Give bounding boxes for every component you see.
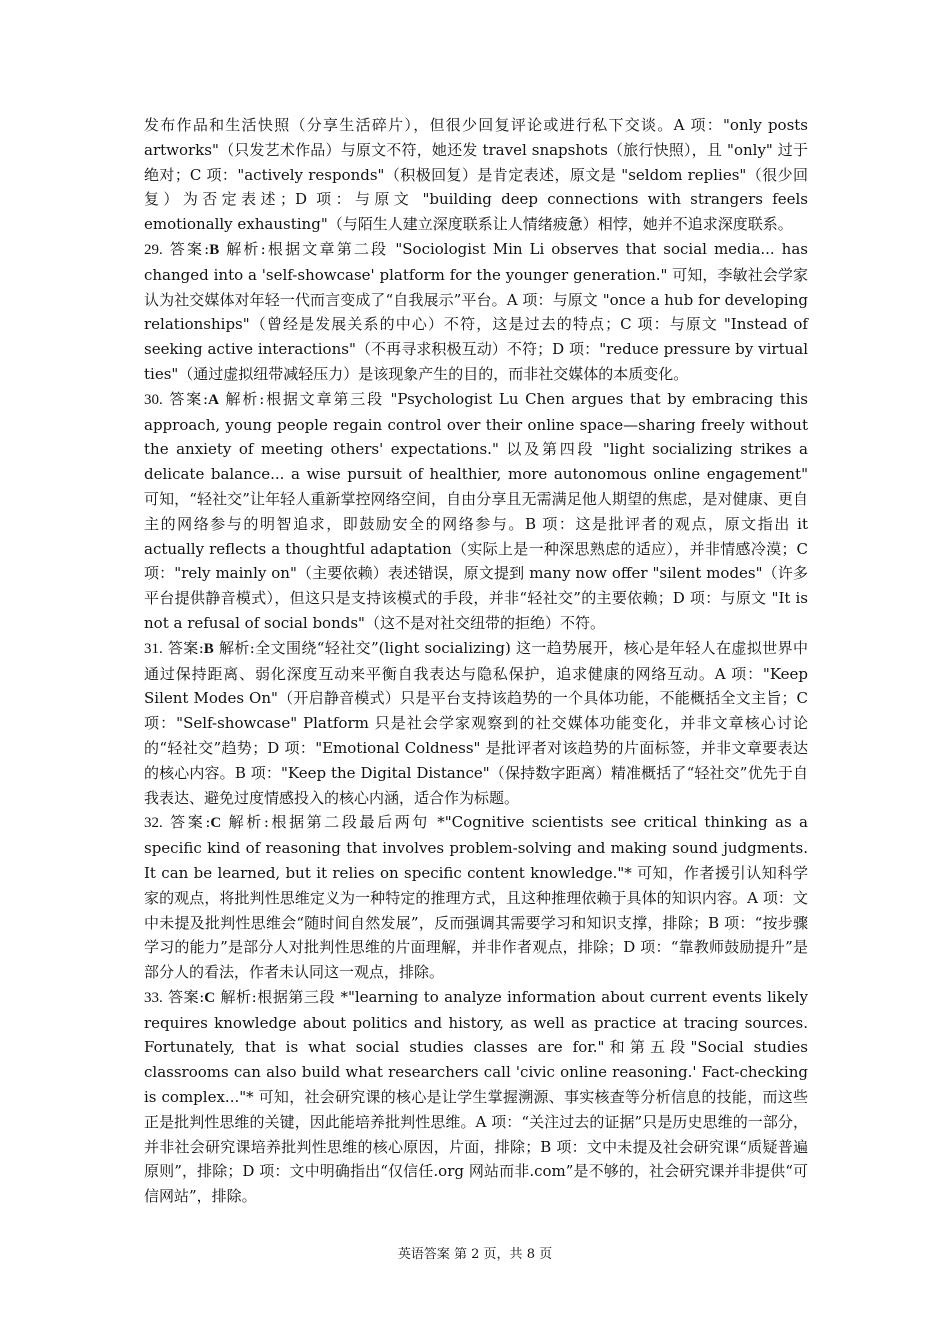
analysis-text: 根据第二段最后两句 *"Cognitive scientists see critical thinking as a specific kind of reasoning that involves problem-solving and making sound judgments. It can be learned, but it relies on specific content knowledge."* 可知，作者援引认知科学家的观点，将批判性思维定义为一种特定的推理方式，且这种推理依赖于具体的知识内容。A 项：文中未提及批判性思维会“随时间自然发展”，反而强调其需要学习和知识支撑，排除；B 项：“按步骤学习的能力”是部分人对批判性思维的片面理解，并非作者观点，排除；D 项：“靠教师鼓励提升”是部分人的看法，作者未认同这一观点，排除。 [144, 813, 808, 982]
analysis-text: 根据文章第三段 "Psychologist Lu Chen argues that by embracing this approach, young people regain control over their online space—sharing freely without the anxiety of meeting others' expectations." 以及第四段 "light socializing strikes a delicate balance... a wise pursuit of healthier, more autonomous online engagement" 可知，“轻社交”让年轻人重新掌控网络空间，自由分享且无需满足他人期望的焦虑，是对健康、更自主的网络参与的明智追求，即鼓励安全的网络参与。B 项：这是批评者的观点，原文指出 it actually reflects a thoughtful adaptation（实际上是一种深思熟虑的适应），并非情感冷漠；C 项："rely mainly on"（主要依赖）表述错误，原文提到 many now offer "silent modes"（许多平台提供静音模式），但这只是支持该模式的手段，并非“轻社交”的主要依赖；D 项：与原文 "It is not a refusal of social bonds"（这不是对社交纽带的拒绝）不符。 [144, 389, 808, 632]
answer-letter: C [210, 815, 222, 832]
item-number: 29. [144, 241, 163, 258]
answer-label: 答案: [168, 987, 205, 1006]
answer-item-31 [144, 636, 808, 811]
item-number: 31. [144, 640, 163, 657]
answer-item-33 [144, 985, 808, 1209]
page-footer: 英语答案 第 2 页，共 8 页 [397, 1247, 553, 1262]
answer-item-32 [144, 810, 808, 985]
item-number: 33. [144, 989, 163, 1006]
item-number: 30. [144, 391, 163, 408]
answer-label: 答案: [169, 389, 209, 408]
analysis-label: 解析: [218, 638, 255, 657]
analysis-label: 解析: [225, 389, 265, 408]
answer-document [144, 113, 808, 1209]
analysis-label: 解析: [228, 813, 269, 832]
answer-item-29 [144, 237, 808, 387]
answer-letter: B [209, 241, 220, 258]
analysis-text: 根据第三段 *"learning to analyze information about current events likely requires knowledge about politics and history, as well as practice at tracing sources. Fortunately, that is what social studies classes are for."和第五段"Social studies classrooms can also build what researchers call 'civic online reasoning.' Fact-checking is complex..."* 可知，社会研究课的核心是让学生掌握溯源、事实核查等分析信息的技能，而这些正是批判性思维的关键，因此能培养批判性思维。A 项：“关注过去的证据”只是历史思维的一部分，并非社会研究课培养批判性思维的核心原因，片面，排除；B 项：文中未提及社会研究课“质疑普遍原则”，排除；D 项：文中明确指出“仅信任.org 网站而非.com”是不够的，社会研究课并非提供“可信网站”，排除。 [144, 987, 808, 1206]
analysis-label: 解析: [220, 987, 257, 1006]
answer-label: 答案: [170, 813, 211, 832]
analysis-text: 全文围绕“轻社交”(light socializing) 这一趋势展开，核心是年轻人在虚拟世界中通过保持距离、弱化深度互动来平衡自我表达与隐私保护，追求健康的网络互动。A 项："Keep Silent Modes On"（开启静音模式）只是平台支持该趋势的一个具体功能，不能概括全文主旨；C 项："Self-showcase" Platform 只是社会学家观察到的社交媒体功能变化，并非文章核心讨论的“轻社交”趋势；D 项："Emotional Coldness" 是批评者对该趋势的片面标签，并非文章要表达的核心内容。B 项："Keep the Digital Distance"（保持数字距离）精准概括了“轻社交”优先于自我表达、避免过度情感投入的核心内涵，适合作为标题。 [144, 638, 808, 807]
answer-letter: B [203, 640, 214, 657]
item-number: 32. [144, 815, 163, 832]
analysis-label: 解析: [226, 239, 266, 258]
answer-letter: A [208, 391, 219, 408]
answer-label: 答案: [169, 239, 210, 258]
answer-item-30 [144, 387, 808, 636]
analysis-text: 根据文章第二段 "Sociologist Min Li observes that social media... has changed into a 'self-showcase' platform for the younger generation." 可知，李敏社会学家认为社交媒体对年轻一代而言变成了“自我展示”平台。A 项：与原文 "once a hub for developing relationships"（曾经是发展关系的中心）不符，这是过去的特点；C 项：与原文 "Instead of seeking active interactions"（不再寻求积极互动）不符；D 项："reduce pressure by virtual ties"（通过虚拟纽带减轻压力）是该现象产生的目的，而非社交媒体的本质变化。 [144, 239, 808, 383]
answer-letter: C [204, 989, 216, 1006]
answer-label: 答案: [167, 638, 204, 657]
continuation-paragraph: 发布作品和生活快照（分享生活碎片），但很少回复评论或进行私下交谈。A 项："only posts artworks"（只发艺术作品）与原文不符，她还发 travel snapshots（旅行快照），且 "only" 过于绝对；C 项："actively responds"（积极回复）是肯定表述，原文是 "seldom replies"（很少回复）为否定表述；D 项：与原文 "building deep connections with strangers feels emotionally exhausting"（与陌生人建立深度联系让人情绪疲惫）相悖，她并不追求深度联系。 [144, 116, 808, 234]
